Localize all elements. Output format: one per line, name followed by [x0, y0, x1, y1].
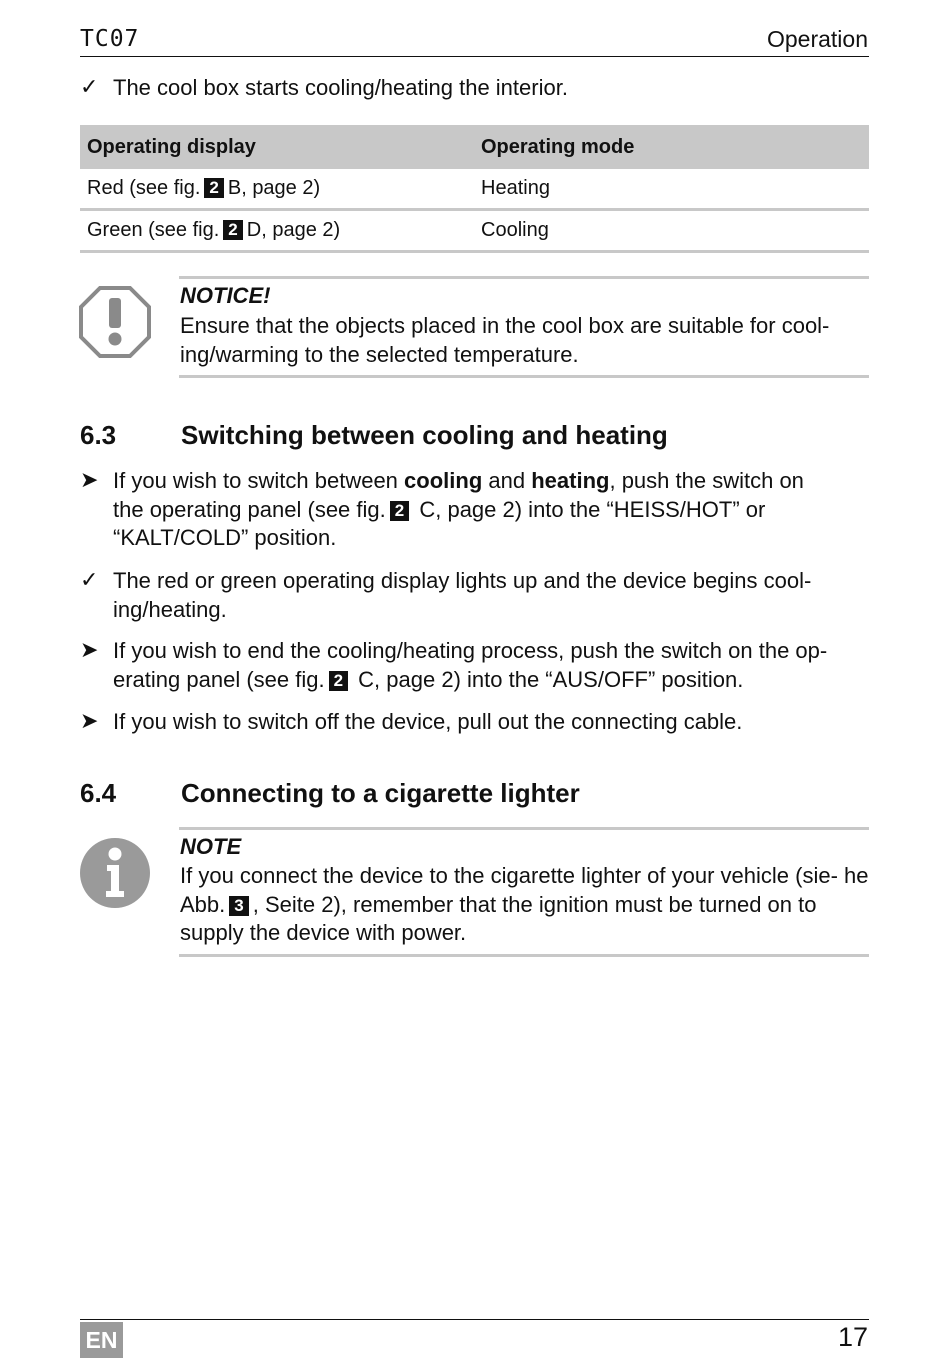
check-icon: ✓	[80, 74, 99, 99]
result-text: The cool box starts cooling/heating the interior.	[113, 75, 568, 100]
info-icon	[79, 837, 151, 909]
section-title: Connecting to a cigarette lighter	[181, 778, 580, 808]
display-cell: Red (see fig. 2 B, page 2)	[80, 169, 474, 210]
note-bottom-rule	[179, 954, 869, 957]
table-header-row	[80, 125, 869, 169]
check-icon: ✓	[80, 567, 99, 592]
col-header-display: Operating display	[80, 125, 474, 169]
table-row	[80, 210, 869, 252]
footer-rule	[80, 1319, 869, 1320]
exclamation-octagon-icon	[79, 286, 151, 358]
notice-body: Ensure that the objects placed in the cool box are suitable for cool- ing/warming to the selected temperature.	[180, 313, 830, 367]
figure-ref-badge: 2	[329, 671, 348, 691]
col-header-mode: Operating mode	[474, 125, 869, 169]
instruction-step: If you wish to end the cooling/heating process, push the switch on the op- erating panel (see fig. 2 C, page 2) into the “AUS/OFF” position.	[113, 638, 828, 692]
header-rule	[80, 56, 869, 57]
instruction-step: If you wish to switch off the device, pull out the connecting cable.	[113, 709, 743, 734]
figure-ref-badge: 2	[223, 220, 242, 240]
figure-ref-badge: 2	[204, 178, 223, 198]
page-number: 17	[837, 1322, 868, 1352]
instruction-step: If you wish to switch between cooling and heating, push the switch on the operating panel (see fig. 2 C, page 2) into the “HEISS/HOT” or “KALT/COLD” position.	[113, 468, 804, 550]
result-text: The red or green operating display lights up and the device begins cool- ing/heating.	[113, 568, 812, 622]
figure-ref-badge: 3	[229, 896, 248, 916]
language-tab: EN	[80, 1322, 123, 1358]
notice-bottom-rule	[179, 375, 869, 378]
document-model: TC07	[80, 26, 140, 52]
arrow-bullet-icon: ➤	[80, 467, 99, 492]
operating-display-table	[80, 125, 869, 253]
notice-top-rule	[179, 276, 869, 279]
section-number: 6.3	[80, 420, 117, 450]
note-top-rule	[179, 827, 869, 830]
arrow-bullet-icon: ➤	[80, 708, 99, 733]
section-number: 6.4	[80, 778, 117, 808]
display-cell: Green (see fig. 2 D, page 2)	[80, 210, 474, 252]
header-section-name: Operation	[766, 26, 868, 52]
mode-cell: Cooling	[474, 210, 869, 252]
mode-cell: Heating	[474, 169, 869, 210]
notice-title: NOTICE!	[180, 283, 271, 308]
figure-ref-badge: 2	[390, 501, 409, 521]
note-body: If you connect the device to the cigarette lighter of your vehicle (sie- he Abb. 3 , Seite 2), remember that the ignition must be turned on to supply the device with power.	[180, 863, 869, 945]
section-title: Switching between cooling and heating	[181, 420, 668, 450]
arrow-bullet-icon: ➤	[80, 637, 99, 662]
table-row	[80, 169, 869, 210]
note-title: NOTE	[180, 834, 242, 859]
